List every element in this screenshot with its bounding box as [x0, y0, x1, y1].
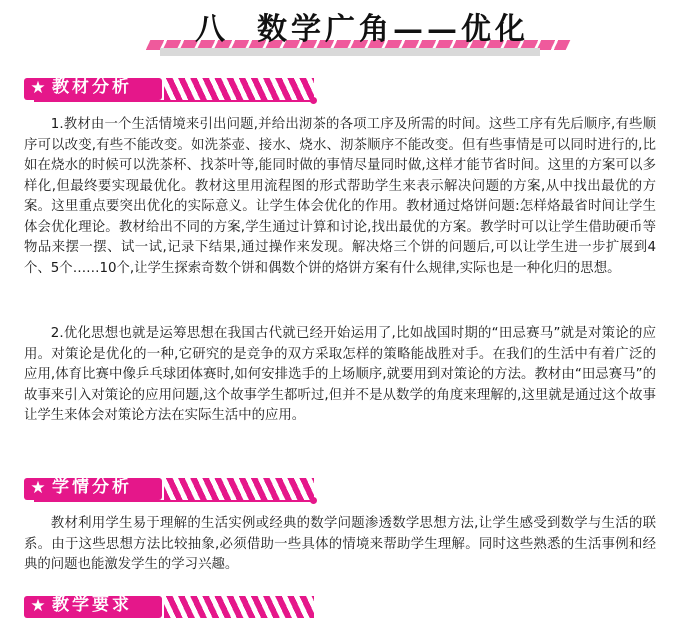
section-header-student-analysis — [24, 476, 674, 504]
section-header-underline — [34, 500, 314, 502]
chapter-title — [0, 0, 697, 60]
section-header-materials — [24, 76, 674, 104]
title-decoration-shadow — [160, 48, 540, 56]
paragraph: 1.教材由一个生活情境来引出问题,并给出沏茶的各项工序及所需的时间。这些工序有先后顺序,有些顺序可以改变,有些不能改变。如洗茶壶、接水、烧水、沏茶顺序不能改变。但有些事情是可以同时进行的,比如在烧水的时候可以洗茶杯、找茶叶等,能同时做的事情尽量同时做,这样才能节省时间。这里的方案可以多样化,但最终要实现最优化。教材这里用流程图的形式帮助学生来表示解决问题的方案,从中找出最优的方案。这里重点要突出优化的实际意义。让学生体会优化的作用。教材通过烙饼问题:怎样烙最省时间让学生体会优化理论。教材给出不同的方案,学生通过计算和讨论,找出最优的方案。教学时可以让学生借助硬币等物品来摆一摆、试一试,记录下结果,通过操作来发现。解决烙三个饼的问题后,可以让学生进一步扩展到4个、5个……10个,让学生探索奇数个饼和偶数个饼的烙饼方案有什么规律,实际也是一种化归的思想。 — [24, 117, 656, 276]
section-heading: 教学要求 — [52, 595, 132, 615]
section-heading: 学情分析 — [52, 477, 132, 497]
star-icon: ★ — [30, 478, 46, 498]
section-header-stripes — [164, 78, 314, 100]
star-icon: ★ — [30, 596, 46, 616]
paragraph: 教材利用学生易于理解的生活实例或经典的数学问题渗透数学思想方法,让学生感受到数学与生活的联系。由于这些思想方法比较抽象,必须借助一些具体的情境来帮助学生理解。同时这些熟悉的生活事例和经典的问题也能激发学生的学习兴趣。 — [24, 516, 656, 572]
paragraph: 2.优化思想也就是运筹思想在我国古代就已经开始运用了,比如战国时期的“田忌赛马”就是对策论的应用。对策论是优化的一种,它研究的是竞争的双方采取怎样的策略能战胜对手。在我们的生活中有着广泛的应用,体育比赛中像乒乓球团体赛时,如何安排选手的上场顺序,就要用到对策论的方法。教材由“田忌赛马”的故事来引入对策论的应用问题,这个故事学生都听过,但并不是从数学的角度来理解的,这里就是通过这个故事让学生来体会对策论方法在实际生活中的应用。 — [24, 326, 656, 423]
section-header-underline — [34, 100, 314, 102]
section-heading: 教材分析 — [52, 77, 132, 97]
page-title — [195, 4, 529, 48]
section-header-dot — [310, 497, 317, 504]
section-header-dot — [310, 97, 317, 104]
section-header-teaching-requirements — [24, 594, 674, 622]
chapter-name: 数学广角——优化 — [257, 12, 529, 47]
section-header-stripes — [164, 596, 314, 618]
star-icon: ★ — [30, 78, 46, 98]
section-header-stripes — [164, 478, 314, 500]
chapter-number: 八 — [195, 12, 229, 47]
